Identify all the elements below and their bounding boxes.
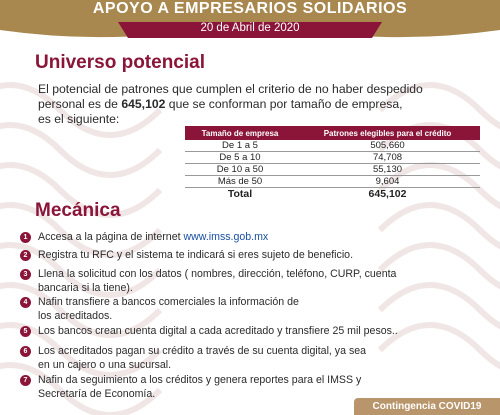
step-text — [38, 374, 478, 401]
eligible-employers-table — [185, 126, 480, 200]
page-title: APOYO A EMPRESARIOS SOLIDARIOS — [92, 0, 408, 17]
header-band — [0, 0, 500, 40]
cell-size: De 1 a 5 — [185, 140, 295, 152]
step-text-main: Accesa a la página de internet — [38, 231, 184, 243]
table-row — [185, 140, 480, 152]
step-number-badge: 6 — [20, 346, 31, 357]
step-text-line-1: Los acreditados pagan su crédito a través de su cuenta digital, ya sea — [38, 345, 367, 357]
cell-count: 74,708 — [295, 152, 480, 164]
intro-line-3: es el siguiente: — [38, 112, 120, 126]
step-number-badge: 2 — [20, 250, 31, 261]
cell-total-label: Total — [227, 188, 253, 200]
step-number-badge: 7 — [20, 375, 31, 386]
imss-website-link[interactable]: www.imss.gob.mx — [183, 231, 269, 243]
step-text — [38, 345, 478, 372]
cell-count: 505,660 — [295, 140, 480, 152]
table-row — [185, 164, 480, 176]
mechanics-heading: Mecánica — [35, 200, 121, 221]
cell-count: 55,130 — [295, 164, 480, 176]
step-text — [38, 296, 478, 323]
table-row — [185, 176, 480, 188]
step-text: Los bancos crean cuenta digital a cada acreditado y transfiere 25 mil pesos.. — [38, 325, 398, 337]
step-text-line-2: en un cajero o una sucursal. — [38, 358, 172, 371]
col-header-eligible: Patrones elegibles para el crédito — [295, 126, 480, 140]
page-date: 20 de Abril de 2020 — [200, 22, 300, 34]
table-header-row — [185, 126, 480, 140]
intro-line-2-pre: personal es de — [38, 97, 122, 111]
total-employers-number: 645,102 — [121, 97, 166, 111]
cell-size: De 5 a 10 — [185, 152, 295, 164]
universe-heading: Universo potencial — [35, 52, 205, 73]
covid-contingency-badge: Contingencia COVID19 — [354, 398, 500, 415]
step-text: Registra tu RFC y el sistema te indicará si eres sujeto de beneficio. — [38, 249, 354, 261]
col-header-size: Tamaño de empresa — [185, 126, 295, 140]
cell-size: Más de 50 — [185, 176, 295, 188]
step-number-badge: 5 — [20, 326, 31, 337]
cell-total-value: 645,102 — [368, 188, 407, 200]
step-text-line-1: Nafin da seguimiento a los créditos y genera reportes para el IMSS y — [38, 374, 362, 386]
cell-size: De 10 a 50 — [185, 164, 295, 176]
step-text-line-1: Nafin transfiere a bancos comerciales la información de — [38, 296, 299, 308]
step-text — [38, 231, 478, 245]
step-text-line-2: los acreditados. — [38, 309, 113, 322]
table-total-row — [185, 188, 480, 201]
table-row — [185, 152, 480, 164]
cell-count: 9,604 — [295, 176, 480, 188]
universe-intro — [38, 82, 478, 127]
step-number-badge: 4 — [20, 297, 31, 308]
step-text — [38, 268, 478, 295]
step-text-line-1: Llena la solicitud con los datos ( nombres, dirección, teléfono, CURP, cuenta — [38, 268, 397, 280]
step-number-badge: 1 — [20, 232, 31, 243]
intro-line-1: El potencial de patrones que cumplen el criterio de no haber despedido — [38, 82, 423, 96]
step-text-line-2: Secretaría de Economía. — [38, 387, 156, 400]
step-number-badge: 3 — [20, 269, 31, 280]
step-text-line-2: bancaria si la tiene). — [38, 281, 133, 294]
intro-line-2-post: que se conforman por tamaño de empresa, — [165, 97, 403, 111]
